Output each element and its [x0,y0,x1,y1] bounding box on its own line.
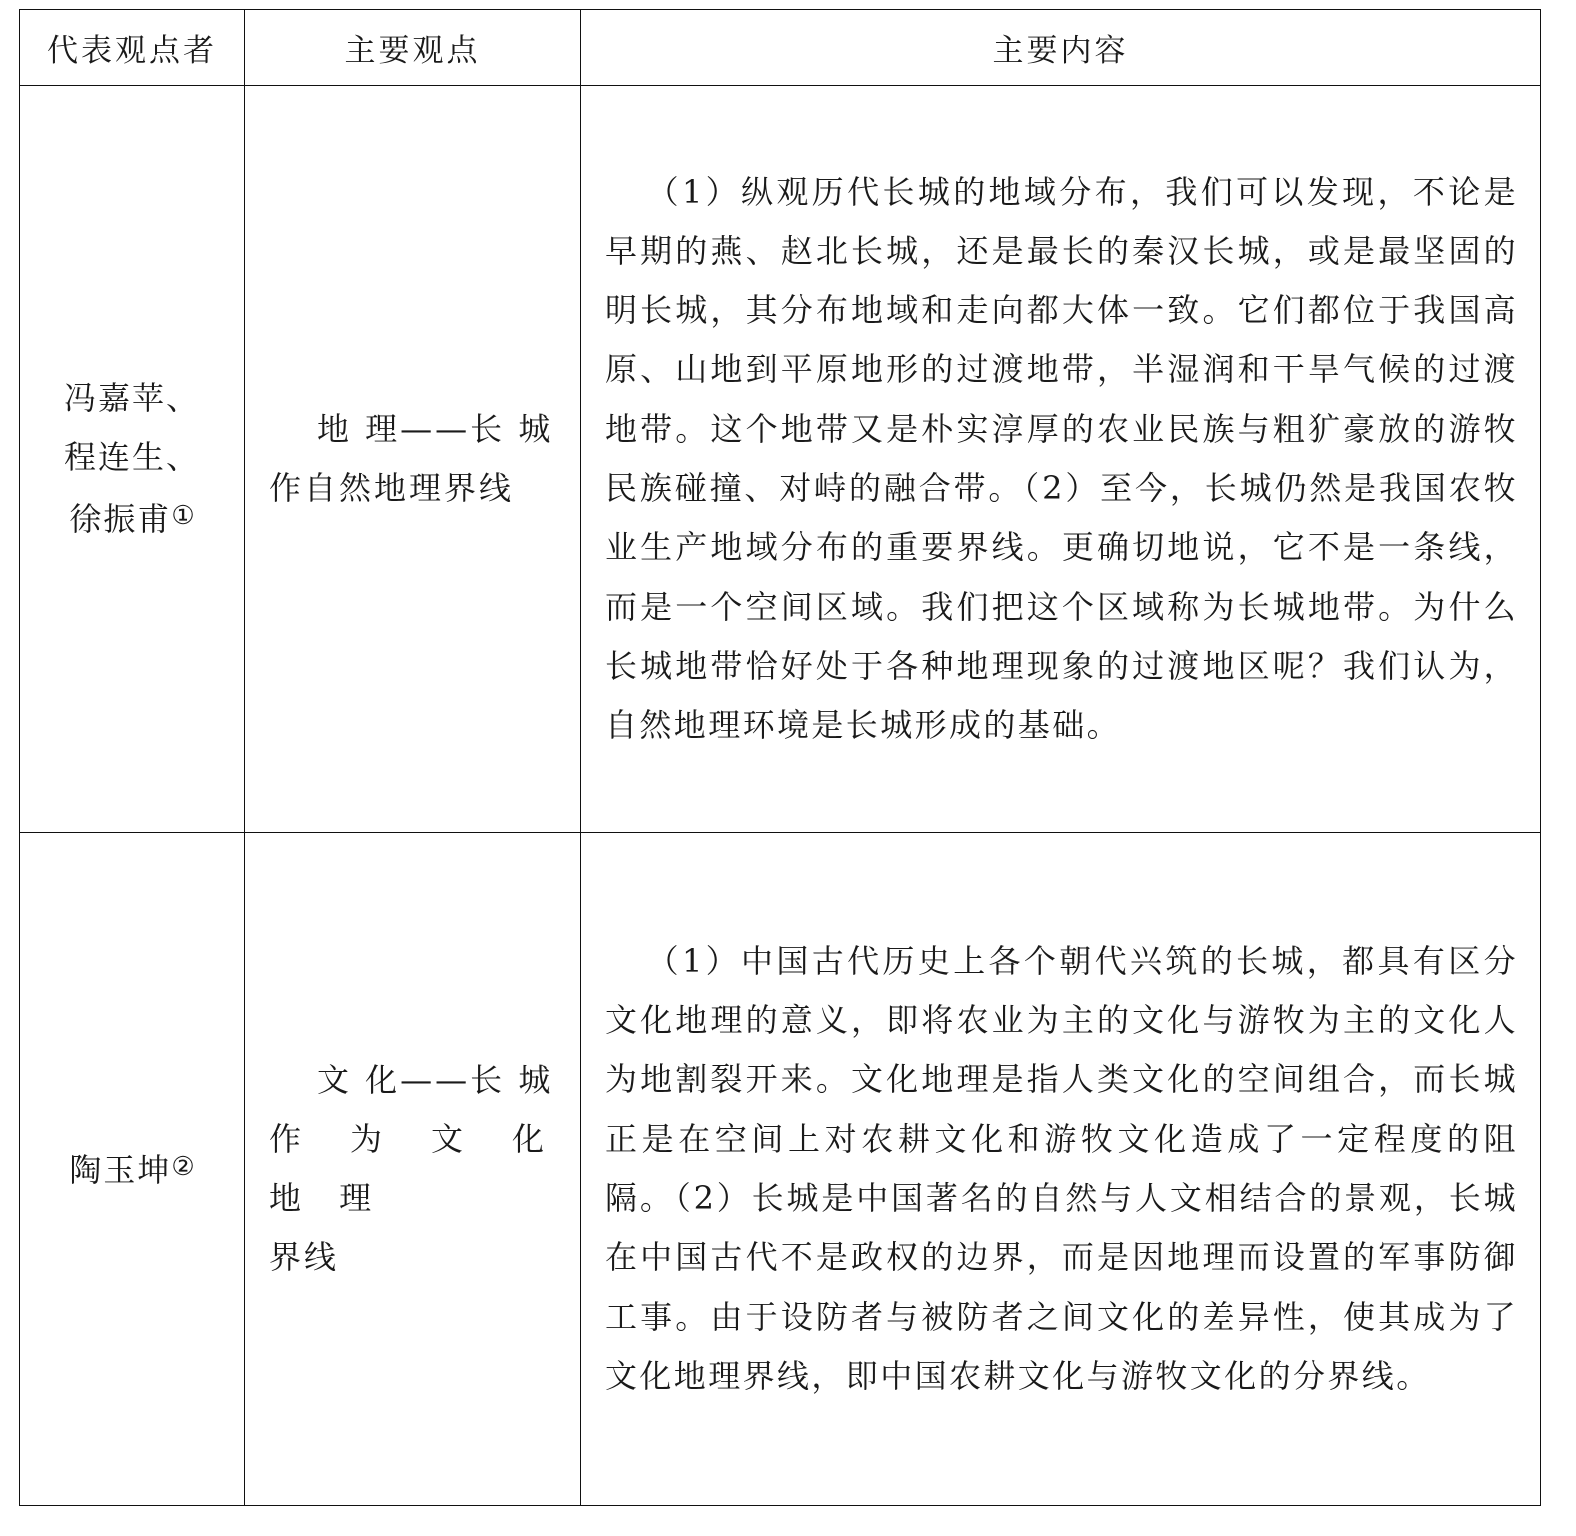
viewpoint-line: 界线 [269,1238,340,1276]
table-row [20,833,1541,1506]
representative-name: 徐振甫 [69,500,172,538]
representative-name: 陶玉坤 [69,1151,172,1189]
representative-name-with-footnote [20,487,244,549]
representative-cell [20,86,245,833]
representative-name-with-footnote [20,1138,244,1200]
header-representative: 代表观点者 [20,10,245,86]
footnote-mark: ① [171,501,195,531]
content-text: （1）中国古代历史上各个朝代兴筑的长城，都具有区分文化地理的意义，即将农业为主的文化与游牧为主的文化人为地割裂开来。文化地理是指人类文化的空间组合，而长城正是在空间上对农耕文化和游牧文化造成了一定程度的阻隔。（2）长城是中国著名的自然与人文相结合的景观，长城在中国古代不是政权的边界，而是因地理而设置的军事防御工事。由于设防者与被防者之间文化的差异性，使其成为了文化地理界线，即中国农耕文化与游牧文化的分界线。 [605,941,1518,1395]
representative-name: 冯嘉苹、 [63,379,200,417]
table-row [20,86,1541,833]
footnote-mark: ② [171,1152,195,1182]
viewpoint-line: 作 为 文 化 地 理 [269,1120,558,1217]
content-cell [581,833,1541,1506]
viewpoint-cell [245,86,581,833]
comparison-table [19,9,1541,1506]
header-row [20,10,1541,86]
content-cell [581,86,1541,833]
content-text: （1）纵观历代长城的地域分布，我们可以发现，不论是早期的燕、赵北长城，还是最长的秦汉长城，或是最坚固的明长城，其分布地域和走向都大体一致。它们都位于我国高原、山地到平原地形的过渡地带，半湿润和干旱气候的过渡地带。这个地带又是朴实淳厚的农业民族与粗犷豪放的游牧民族碰撞、对峙的融合带。（2）至今，长城仍然是我国农牧业生产地域分布的重要界线。更确切地说，它不是一条线，而是一个空间区域。我们把这个区域称为长城地带。为什么长城地带恰好处于各种地理现象的过渡地区呢？我们认为，自然地理环境是长城形成的基础。 [605,172,1518,745]
viewpoint-cell [245,833,581,1506]
viewpoint-line: 作自然地理界线 [269,469,515,507]
representative-name: 程连生、 [63,438,200,476]
header-viewpoint: 主要观点 [245,10,581,86]
representative-cell [20,833,245,1506]
header-content: 主要内容 [581,10,1541,86]
viewpoint-line: 文 化——长 城 [317,1061,554,1099]
viewpoint-line: 地 理——长 城 [317,410,554,448]
